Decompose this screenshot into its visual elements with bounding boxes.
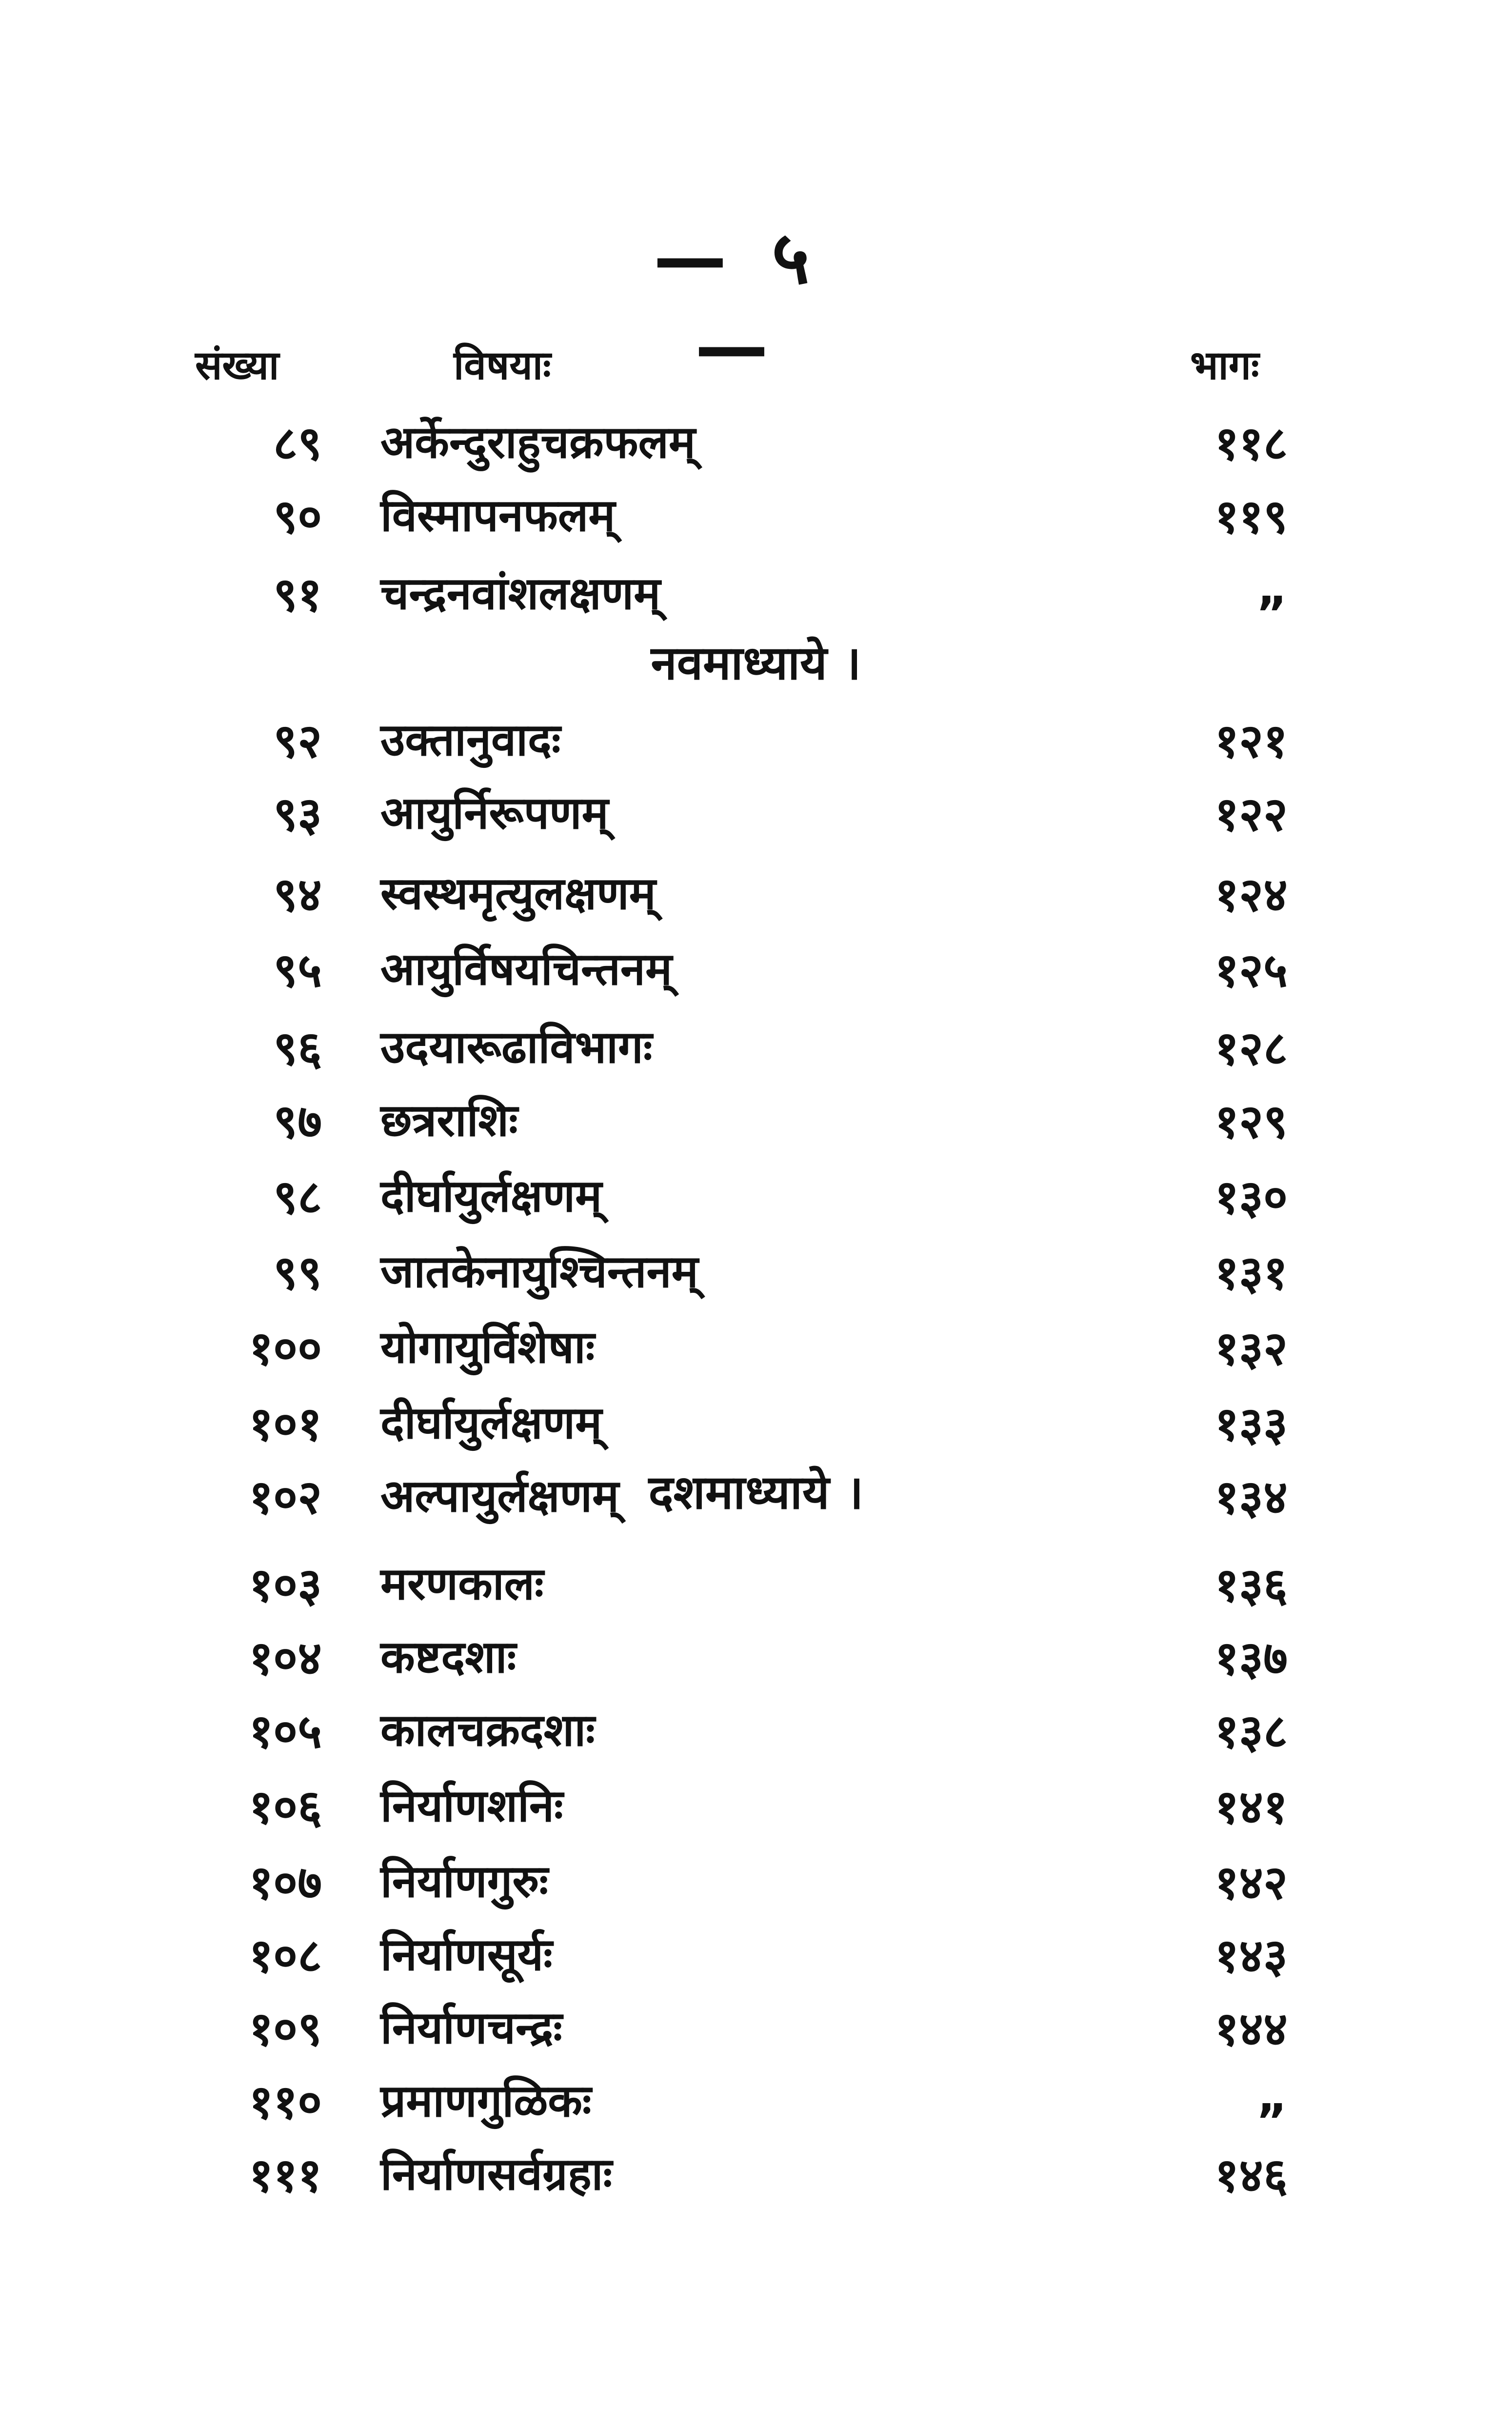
entry-subject: कालचक्रदशाः <box>380 1704 595 1756</box>
entry-number: ९६ <box>273 1021 322 1076</box>
entry-subject: आयुर्निरूपणम् <box>380 787 609 839</box>
entry-page: १३० <box>1214 1170 1288 1225</box>
chapter-heading: नवमाध्याये । <box>651 636 861 690</box>
entry-page: १२९ <box>1214 1094 1288 1149</box>
entry-number: ९८ <box>273 1170 322 1225</box>
entry-page: १४४ <box>1214 2002 1288 2056</box>
entry-number: १०४ <box>249 1631 322 1686</box>
entry-number: १०२ <box>249 1470 322 1525</box>
entry-number: ९० <box>273 489 322 544</box>
toc-row <box>0 1625 1512 1698</box>
entry-number: १०८ <box>249 1928 322 1983</box>
entry-page: १२५ <box>1214 943 1288 998</box>
entry-subject: उदयारूढाविभागः <box>380 1021 653 1073</box>
entry-page: १२८ <box>1214 1021 1288 1076</box>
page-number: — ५ — <box>653 216 820 389</box>
toc-row <box>0 2142 1512 2215</box>
chapter-heading: दशमाध्याये । <box>648 1465 864 1520</box>
toc-row <box>0 1551 1512 1625</box>
entry-subject: निर्याणसर्वग्रहाः <box>380 2148 613 2200</box>
toc-row <box>0 1995 1512 2069</box>
entry-number: ९२ <box>273 714 322 768</box>
toc-row <box>0 861 1512 934</box>
entry-subject: दीर्घायुर्लक्षणम् <box>380 1397 602 1449</box>
number-column-header: संख्या <box>195 342 279 389</box>
toc-row <box>0 1390 1512 1464</box>
toc-row <box>0 1164 1512 1237</box>
entry-page: १२२ <box>1214 787 1288 842</box>
entry-subject: प्रमाणगुळिकः <box>380 2075 592 2127</box>
toc-row <box>0 937 1512 1010</box>
toc-row <box>0 2069 1512 2142</box>
toc-row <box>0 410 1512 483</box>
toc-row <box>0 561 1512 634</box>
page-column-header: भागः <box>1190 342 1259 389</box>
entry-number: १११ <box>249 2148 322 2203</box>
entry-subject: मरणकालः <box>380 1558 544 1610</box>
entry-page: १४३ <box>1214 1928 1288 1983</box>
entry-number: ९५ <box>273 943 322 998</box>
toc-row <box>0 1015 1512 1088</box>
entry-subject: स्वस्थमृत्युलक्षणम् <box>380 867 656 920</box>
entry-number: ११० <box>249 2075 322 2129</box>
toc-row <box>0 707 1512 781</box>
entry-number: १०५ <box>249 1704 322 1759</box>
entry-page: १३८ <box>1214 1704 1288 1759</box>
entry-page: ११८ <box>1214 416 1288 471</box>
toc-row <box>0 1922 1512 1995</box>
entry-number: १०० <box>249 1321 322 1376</box>
entry-subject: अर्केन्दुराहुचक्रफलम् <box>380 416 696 468</box>
toc-row <box>0 781 1512 854</box>
entry-number: १०१ <box>249 1397 322 1451</box>
entry-subject: विस्मापनफलम् <box>380 489 616 542</box>
entry-page: ११९ <box>1214 489 1288 544</box>
entry-page: १३३ <box>1214 1397 1288 1451</box>
toc-row <box>0 1088 1512 1161</box>
entry-subject: योगायुर्विशेषाः <box>380 1321 595 1373</box>
entry-number: ९७ <box>273 1094 322 1149</box>
entry-subject: उक्तानुवादः <box>380 714 561 766</box>
subject-column-header: विषयाः <box>454 342 551 389</box>
toc-row <box>0 1773 1512 1847</box>
entry-number: १०६ <box>249 1780 322 1834</box>
entry-subject: जातकेनायुश्चिन्तनम् <box>380 1245 698 1298</box>
entry-page: १४१ <box>1214 1780 1288 1834</box>
entry-subject: कष्टदशाः <box>380 1631 517 1683</box>
entry-number: ९१ <box>273 567 322 622</box>
entry-page: १२४ <box>1214 867 1288 922</box>
entry-subject: निर्याणसूर्यः <box>380 1928 553 1981</box>
toc-row <box>0 1315 1512 1388</box>
entry-page: „ <box>1256 2069 1288 2123</box>
entry-number: ८९ <box>273 416 322 471</box>
entry-subject: अल्पायुर्लक्षणम् <box>380 1470 619 1522</box>
entry-number: १०७ <box>249 1855 322 1910</box>
entry-page: १३२ <box>1214 1321 1288 1376</box>
entry-page: „ <box>1256 561 1288 616</box>
entry-subject: आयुर्विषयचिन्तनम् <box>380 943 672 995</box>
entry-page: १३७ <box>1214 1631 1288 1686</box>
entry-subject: चन्द्रनवांशलक्षणम् <box>380 567 661 620</box>
toc-row <box>0 483 1512 556</box>
entry-page: १३६ <box>1214 1558 1288 1612</box>
entry-subject: दीर्घायुर्लक्षणम् <box>380 1170 602 1222</box>
entry-subject: निर्याणचन्द्रः <box>380 2002 562 2054</box>
entry-number: ९३ <box>273 787 322 842</box>
toc-row <box>0 1239 1512 1312</box>
entry-page: १२१ <box>1214 714 1288 768</box>
entry-number: ९४ <box>273 867 322 922</box>
entry-page: १४२ <box>1214 1855 1288 1910</box>
entry-page: १४६ <box>1214 2148 1288 2203</box>
entry-subject: निर्याणशनिः <box>380 1780 563 1832</box>
entry-number: १०९ <box>249 2002 322 2056</box>
entry-page: १३४ <box>1214 1470 1288 1525</box>
toc-row <box>0 1849 1512 1922</box>
entry-subject: छत्रराशिः <box>380 1094 518 1146</box>
entry-page: १३१ <box>1214 1245 1288 1300</box>
toc-row <box>0 1698 1512 1771</box>
entry-subject: निर्याणगुरुः <box>380 1855 548 1908</box>
entry-number: ९९ <box>273 1245 322 1300</box>
entry-number: १०३ <box>249 1558 322 1612</box>
